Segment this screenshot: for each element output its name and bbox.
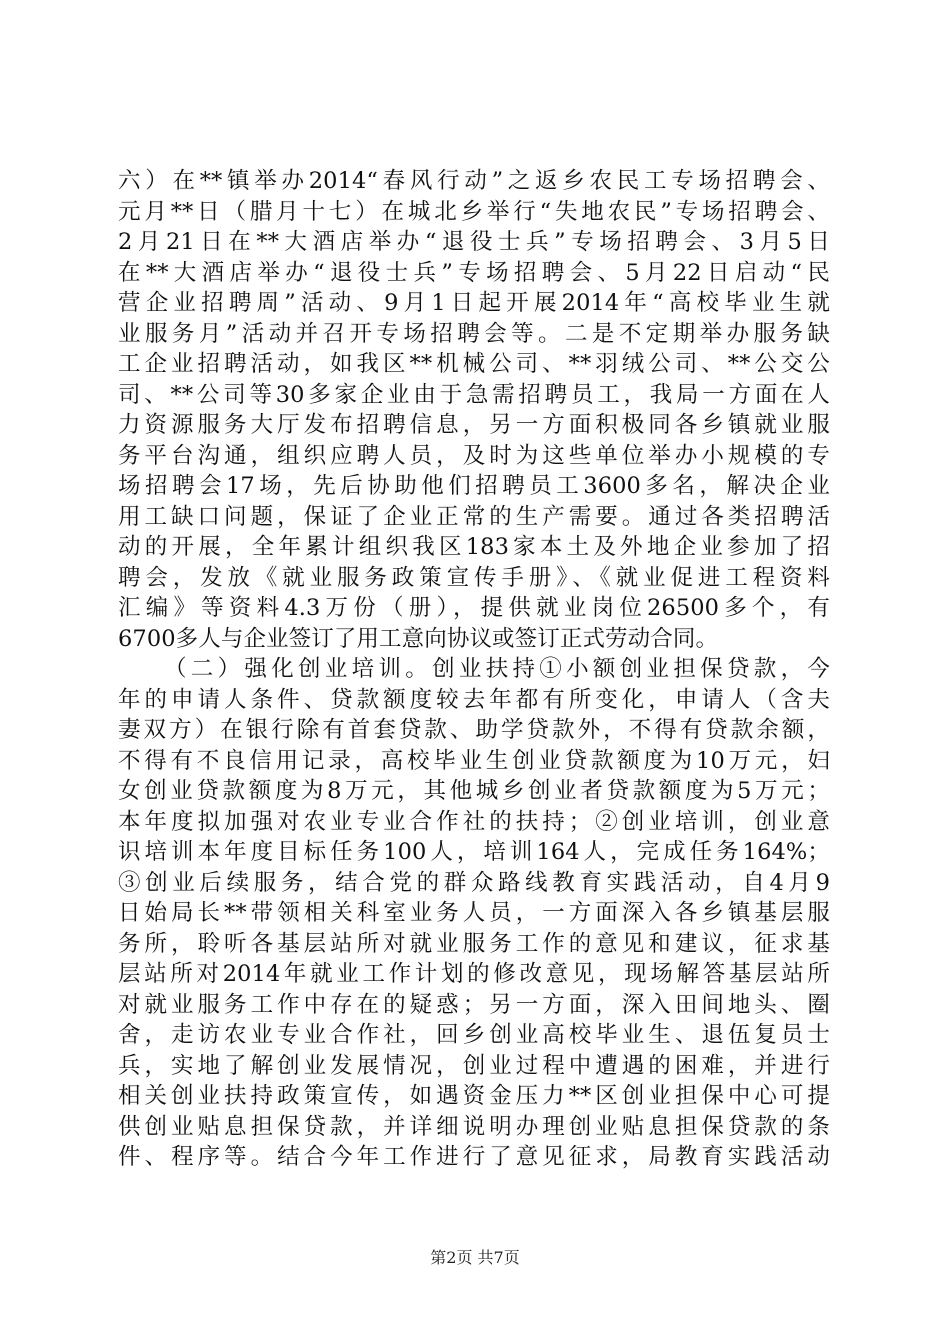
text-line: ③创业后续服务，结合党的群众路线教育实践活动，自4月9 xyxy=(118,869,830,896)
text-line: 相关创业扶持政策宣传，如遇资金压力**区创业担保中心可提 xyxy=(118,1083,830,1109)
text-line: 兵，实地了解创业发展情况，创业过程中遭遇的困难，并进行 xyxy=(118,1052,830,1079)
text-line: 汇编》等资料4.3万份（册），提供就业岗位26500多个，有 xyxy=(118,595,830,621)
text-line: 层站所对2014年就业工作计划的修改意见，现场解答基层站所 xyxy=(118,961,830,987)
body-text xyxy=(118,166,830,1173)
text-line: 元月**日（腊月十七）在城北乡举行“失地农民”专场招聘会、 xyxy=(118,198,830,225)
text-line: 供创业贴息担保贷款，并详细说明办理创业贴息担保贷款的条 xyxy=(118,1113,830,1140)
text-line: 六）在**镇举办2014“春风行动”之返乡农民工专场招聘会、 xyxy=(118,168,830,194)
text-line: 日始局长**带领相关科室业务人员，一方面深入各乡镇基层服 xyxy=(118,900,830,926)
text-line: 动的开展，全年累计组织我区183家本土及外地企业参加了招 xyxy=(118,534,830,560)
text-line: 业服务月”活动并召开专场招聘会等。二是不定期举办服务缺 xyxy=(118,320,830,347)
text-line: 6700多人与企业签订了用工意向协议或签订正式劳动合同。 xyxy=(118,625,719,652)
text-line: 务平台沟通，组织应聘人员，及时为这些单位举办小规模的专 xyxy=(118,442,830,469)
text-line: （二）强化创业培训。创业扶持①小额创业担保贷款，今 xyxy=(164,656,830,682)
text-line: 不得有不良信用记录，高校毕业生创业贷款额度为10万元，妇 xyxy=(118,747,830,774)
text-line: 对就业服务工作中存在的疑惑；另一方面，深入田间地头、圈 xyxy=(118,991,830,1018)
text-line: 件、程序等。结合今年工作进行了意见征求，局教育实践活动 xyxy=(118,1144,830,1170)
text-line: 舍，走访农业专业合作社，回乡创业高校毕业生、退伍复员士 xyxy=(118,1022,830,1048)
text-line: 妻双方）在银行除有首套贷款、助学贷款外，不得有贷款余额， xyxy=(118,717,830,743)
text-line: 识培训本年度目标任务100人，培训164人，完成任务164%； xyxy=(118,839,830,865)
text-line: 工企业招聘活动，如我区**机械公司、**羽绒公司、**公交公 xyxy=(118,351,830,377)
text-line: 力资源服务大厅发布招聘信息，另一方面积极同各乡镇就业服 xyxy=(118,412,830,438)
text-line: 用工缺口问题，保证了企业正常的生产需要。通过各类招聘活 xyxy=(118,503,830,530)
text-line: 本年度拟加强对农业专业合作社的扶持；②创业培训，创业意 xyxy=(118,808,830,835)
page-footer: 第2页 共7页 xyxy=(430,1248,520,1267)
text-line: 务所，聆听各基层站所对就业服务工作的意见和建议，征求基 xyxy=(118,930,830,957)
text-line: 司、**公司等30多家企业由于急需招聘员工，我局一方面在人 xyxy=(118,381,830,408)
text-line: 聘会，发放《就业服务政策宣传手册》、《就业促进工程资料 xyxy=(118,564,830,591)
text-line: 营企业招聘周”活动、9月1日起开展2014年“高校毕业生就 xyxy=(118,290,830,316)
text-line: 2月21日在**大酒店举办“退役士兵”专场招聘会、3月5日 xyxy=(118,229,830,255)
text-line: 在**大酒店举办“退役士兵”专场招聘会、5月22日启动“民 xyxy=(118,259,830,286)
text-line: 场招聘会17场，先后协助他们招聘员工3600多名，解决企业 xyxy=(118,473,830,499)
text-line: 女创业贷款额度为8万元，其他城乡创业者贷款额度为5万元； xyxy=(118,778,830,804)
text-line: 年的申请人条件、贷款额度较去年都有所变化，申请人（含夫 xyxy=(118,686,830,713)
